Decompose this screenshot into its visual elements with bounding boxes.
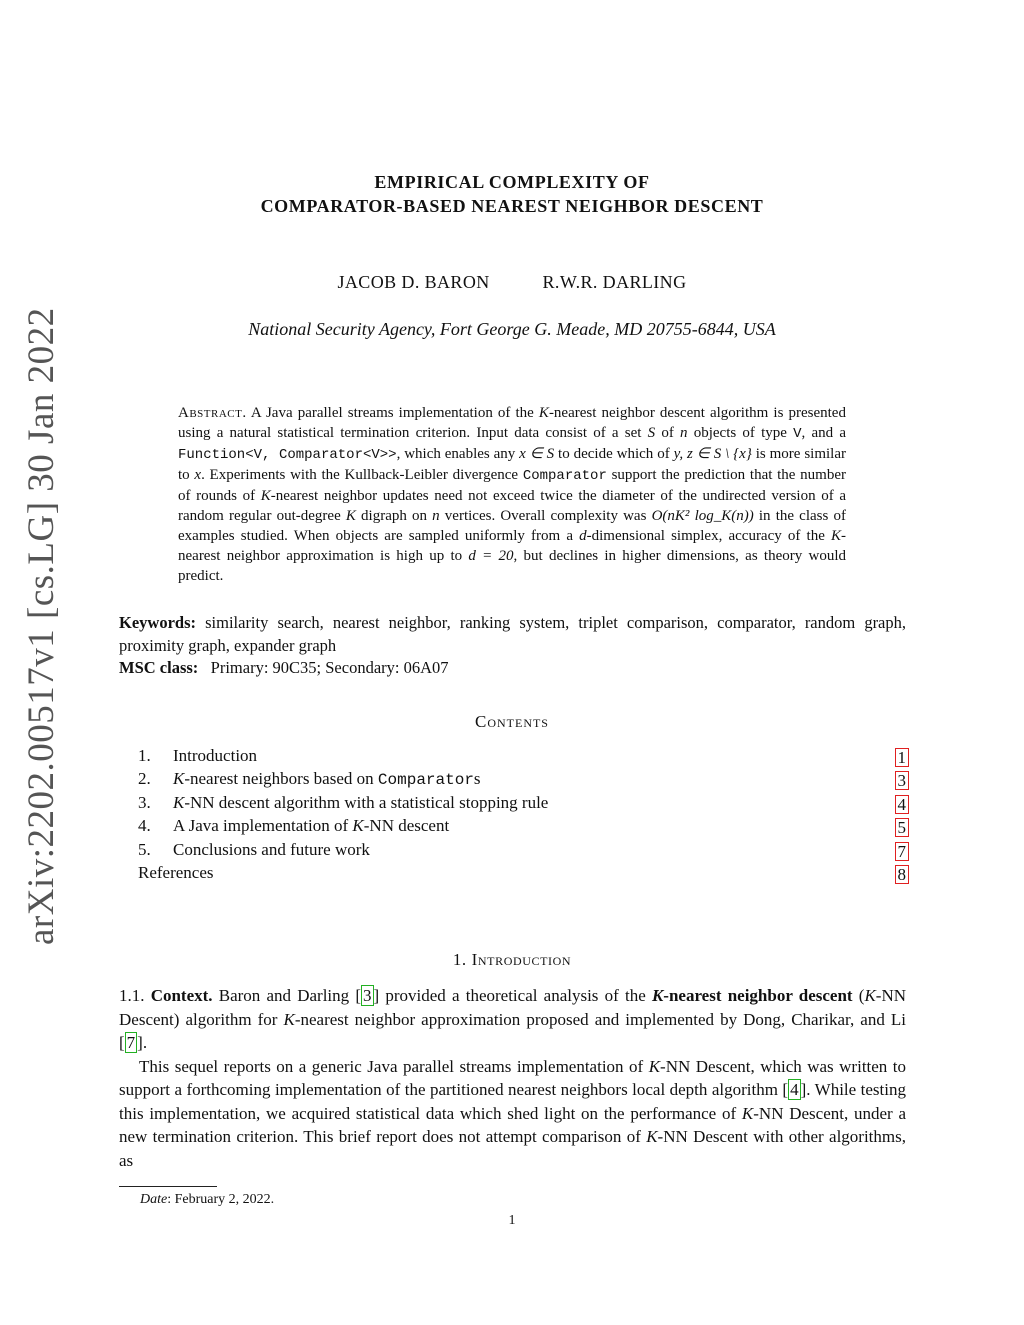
footnote-rule [119,1186,217,1187]
subsection-title: Context. [150,986,213,1005]
toc-entry-conclusions[interactable]: 5. Conclusions and future work 7 [138,840,909,863]
citation-link[interactable]: 4 [790,1080,799,1099]
msc-label: MSC class: [119,658,199,677]
keywords: Keywords: similarity search, nearest neighbor, ranking system, triplet comparison, comparator, random graph, proximity graph, expander graph [119,613,907,655]
paper-title [0,170,1024,218]
toc-page-link[interactable]: 8 [895,865,910,884]
affiliation: National Security Agency, Fort George G. Meade, MD 20755-6844, USA [248,319,776,339]
toc-page-link[interactable]: 5 [895,818,910,837]
abstract: Abstract. A Java parallel streams implementation of the K-nearest neighbor descent algorithm is presented using a natural statistical termination criterion. Input data consist of a set S of n objects of type V, and a Function<V, Comparator<V>>, which enables any x ∈ S to decide which of y, z ∈ S \ {x} is more similar to x. Experiments with the Kullback-Leibler divergence Comparator support the prediction that the number of rounds of K-nearest neighbor updates need not exceed twice the diameter of the undirected version of a random regular out-degree K digraph on n vertices. Overall complexity was O(nK² log_K(n)) in the class of examples studied. When objects are sampled uniformly from a d-dimensional simplex, accuracy of the K-nearest neighbor approximation is high up to d = 20, but declines in higher dimensions, as theory would predict. [178,405,847,584]
toc-page-link[interactable]: 1 [895,748,910,767]
citation-link[interactable]: 3 [363,986,372,1005]
toc-page-link[interactable]: 7 [895,842,910,861]
msc-class: MSC class: Primary: 90C35; Secondary: 06A07 [119,658,449,677]
citation-link[interactable]: 7 [126,1033,136,1052]
toc-entry-java-implementation[interactable]: 4. A Java implementation of K-NN descent 5 [138,816,909,839]
toc-entry-references[interactable]: References 8 [138,863,909,886]
keywords-label: Keywords: [119,613,196,632]
toc-entry-introduction[interactable]: 1. Introduction 1 [138,746,909,769]
paragraph-sequel: This sequel reports on a generic Java parallel streams implementation of K-NN Descent, which was written to support a forthcoming implementation of the partitioned nearest neighbors local depth algorithm [ 4 ]. While testing this implementation, we acquired statistical data which shed light on the performance of K-NN Descent, under a new termination criterion. This brief report does not attempt comparison of K-NN Descent with other algorithms, as [119,1056,907,1170]
toc-entry-knn-comparators[interactable]: 2. K-nearest neighbors based on Comparators 3 [138,769,909,792]
toc-page-link[interactable]: 4 [895,795,910,814]
toc-entry-knn-descent-algorithm[interactable]: 3. K-NN descent algorithm with a statistical stopping rule 4 [138,793,909,816]
page-number: 1 [508,1213,516,1228]
title-line-1: EMPIRICAL COMPLEXITY OF [374,172,650,192]
author-1: JACOB D. BARON [337,272,490,292]
section-heading: 1. Introduction [452,950,572,969]
author-2: R.W.R. DARLING [542,272,687,292]
date-footnote: Date: February 2, 2022. [140,1192,275,1207]
toc-page-link[interactable]: 3 [895,771,910,790]
introduction-body [119,984,906,1172]
contents-heading: Contents [474,712,549,731]
arxiv-identifier: arXiv:2202.00517v1 [cs.LG] 30 Jan 2022 [21,307,62,945]
abstract-label: Abstract. [178,405,247,421]
title-line-2: COMPARATOR-BASED NEAREST NEIGHBOR DESCENT [260,196,764,216]
paragraph-context: 1.1. Context. Baron and Darling [ 3 ] provided a theoretical analysis of the K-nearest neighbor descent (K-NN Descent) algorithm for K-nearest neighbor approximation proposed and implemented by Dong, Charikar, and Li [ 7 ]. [119,986,907,1052]
table-of-contents [138,746,909,886]
author-list [0,272,1024,293]
